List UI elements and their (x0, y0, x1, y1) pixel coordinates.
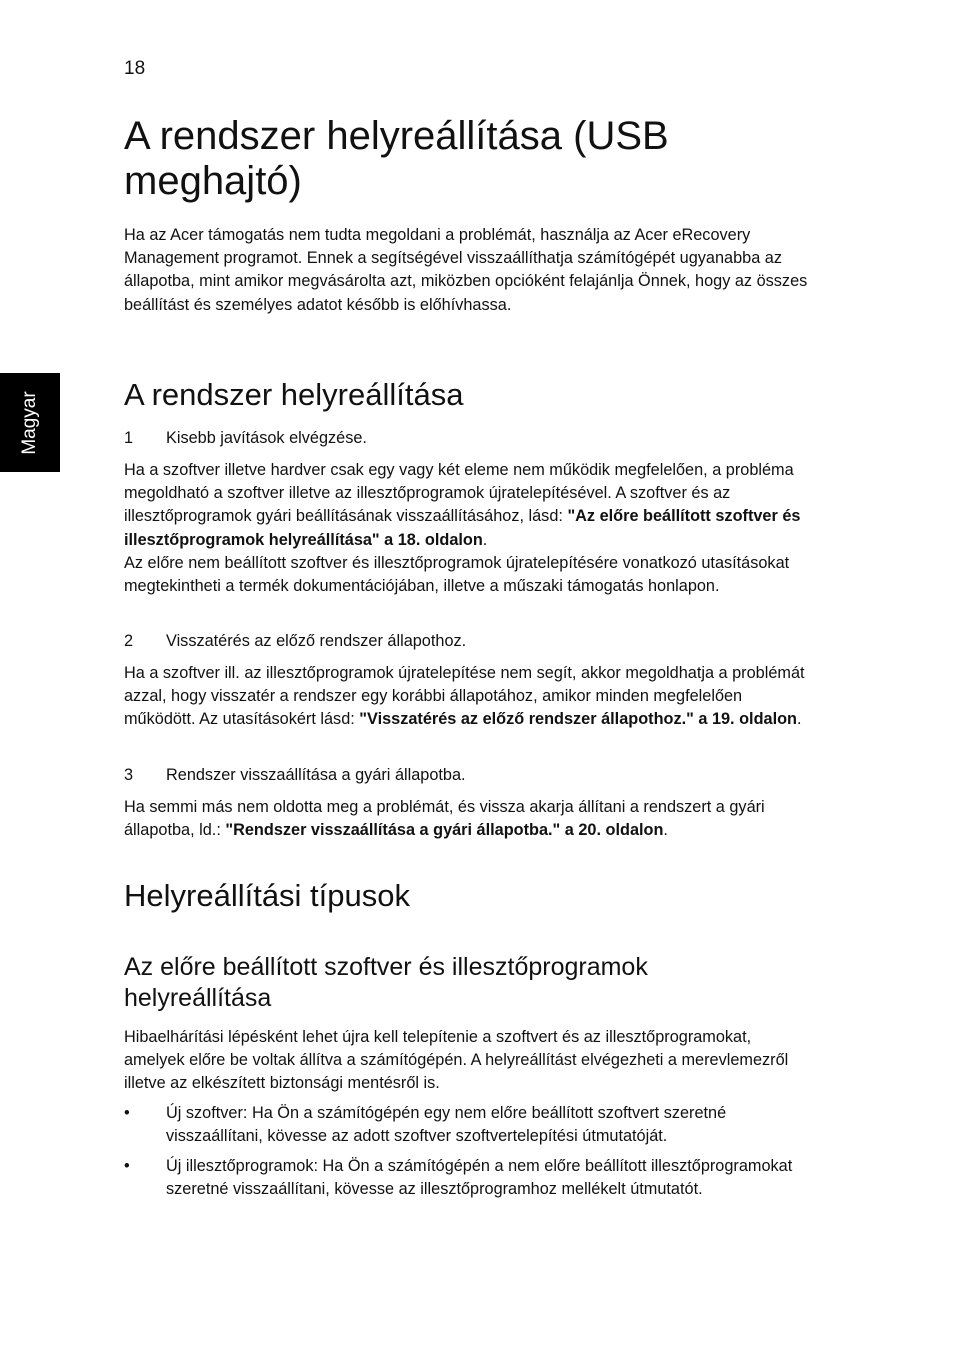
step-3-paragraph (124, 796, 810, 842)
section-heading-recovery-types: Helyreállítási típusok (124, 878, 411, 913)
section-heading-system-recovery: A rendszer helyreállítása (124, 377, 464, 412)
paragraph-text: Ha semmi más nem oldotta meg a problémát, és vissza akarja állítani a rendszert a gyári állapotba, ld.: (124, 798, 765, 840)
bullet-item-new-drivers (124, 1155, 810, 1201)
numbered-step-2 (124, 630, 810, 653)
step-text: Rendszer visszaállítása a gyári állapotba. (166, 766, 466, 784)
bullet-icon: • (124, 1104, 130, 1122)
numbered-step-3 (124, 764, 810, 787)
step-number: 2 (124, 632, 134, 650)
step-text: Kisebb javítások elvégzése. (166, 429, 367, 447)
intro-paragraph: Ha az Acer támogatás nem tudta megoldani a problémát, használja az Acer eRecovery Management programot. Ennek a segítségével visszaállíthatja számítógépét ugyanabba az állapotba, mint amikor megvásárolta azt, miközben opcióként felajánlja Önnek, hogy az összes beállítást és személyes adatot később is előhívhassa. (124, 226, 808, 314)
bullet-icon: • (124, 1157, 130, 1175)
bullet-text: Új illesztőprogramok: Ha Ön a számítógépén a nem előre beállított illesztőprogramokat szeretné visszaállítani, kövesse az illesztőprogramhoz mellékelt útmutatót. (166, 1157, 793, 1199)
step-1-paragraph (124, 459, 810, 598)
paragraph-text: Ha a szoftver ill. az illesztőprogramok újratelepítése nem segít, akkor megoldhatja a problémát azzal, hogy visszatér a rendszer egy korábbi állapotához, amikor minden megfelelően működött. Az utasításokért lásd: (124, 664, 805, 729)
paragraph-text-end: . (663, 821, 668, 840)
bullet-item-new-software (124, 1102, 810, 1148)
numbered-step-1 (124, 427, 810, 450)
subsection-heading-preinstalled-recovery: Az előre beállított szoftver és illesztőprogramok helyreállítása (124, 953, 648, 1012)
step-number: 3 (124, 766, 134, 784)
paragraph-text-end: . (482, 530, 488, 549)
page-title: A rendszer helyreállítása (USB meghajtó) (124, 114, 669, 203)
cross-reference-link[interactable]: "Visszatérés az előző rendszer állapothoz." a 19. oldalon (359, 710, 797, 729)
step-2-paragraph (124, 662, 810, 732)
bullet-text: Új szoftver: Ha Ön a számítógépén egy nem előre beállított szoftvert szeretné visszaállítani, kövesse az adott szoftver szoftvertelepítési útmutatóját. (166, 1104, 727, 1146)
subsection-paragraph: Hibaelhárítási lépésként lehet újra kell telepítenie a szoftvert és az illesztőprogramokat, amelyek előre be voltak állítva a számítógépén. A helyreállítást elvégezheti a merevlemezről illetve az elkészített biztonsági mentésről is. (124, 1028, 789, 1093)
paragraph-text-continued: Az előre nem beállított szoftver és illesztőprogramok újratelepítésére vonatkozó utasításokat megtekintheti a termék dokumentációjában, illetve a műszaki támogatás honlapon. (124, 553, 790, 596)
side-tab-label: Magyar (19, 390, 40, 455)
cross-reference-link[interactable]: "Rendszer visszaállítása a gyári állapotba." a 20. oldalon (225, 821, 664, 840)
language-side-tab (0, 373, 60, 472)
page-number: 18 (124, 58, 146, 79)
cross-reference-link[interactable]: "Az előre beállított szoftver és illesztőprogramok helyreállítása" a 18. oldalon (124, 507, 801, 549)
step-number: 1 (124, 429, 134, 447)
step-text: Visszatérés az előző rendszer állapothoz. (166, 632, 467, 650)
paragraph-text: Ha a szoftver illetve hardver csak egy vagy két eleme nem működik megfelelően, a probléma megoldható a szoftver illetve az illesztőprogramok újratelepítésével. A szoftver és az illesztőprogramok gyári beállításának visszaállításához, lásd: (124, 461, 794, 526)
paragraph-text-end: . (796, 710, 802, 729)
